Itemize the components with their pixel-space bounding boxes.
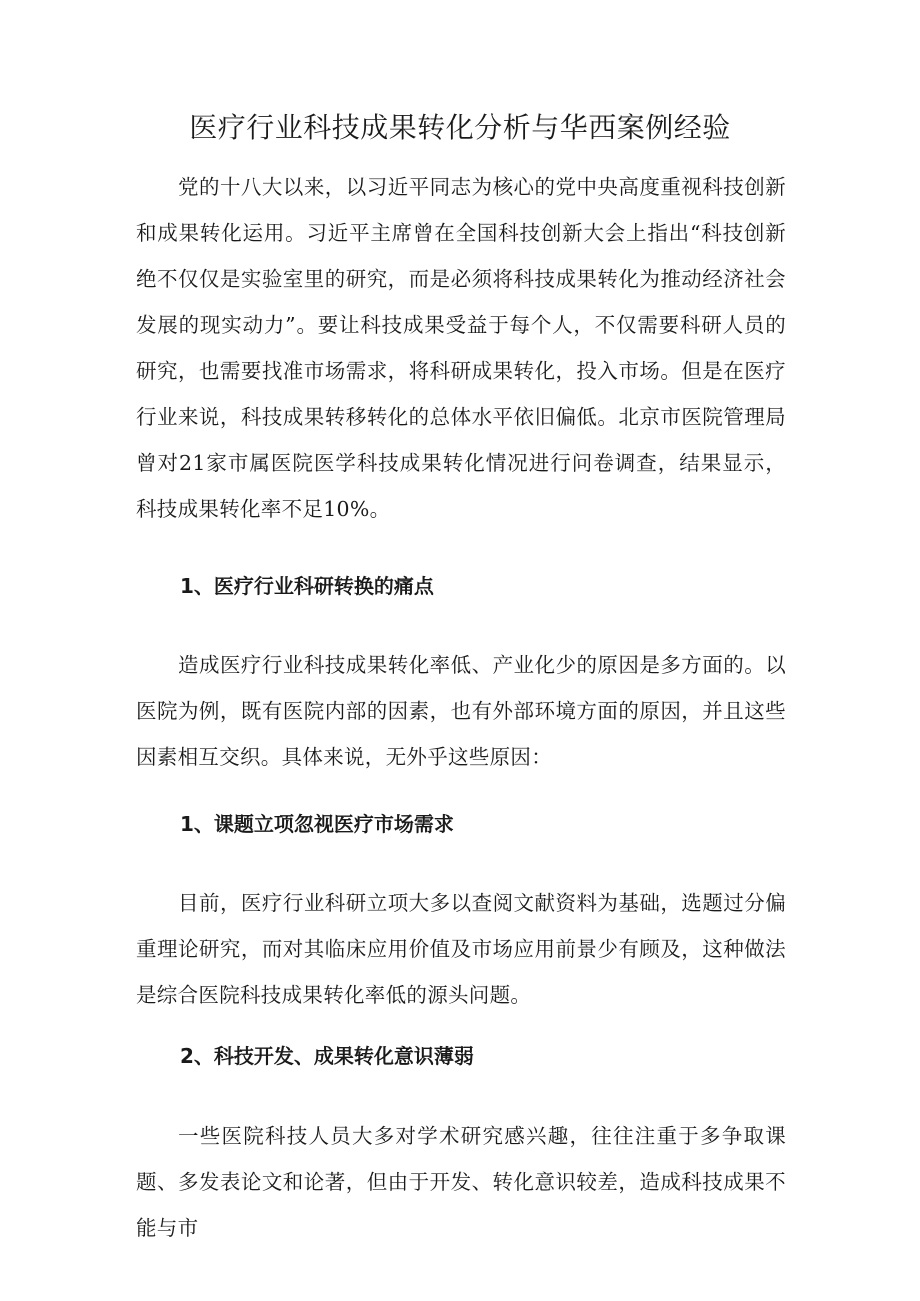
- document-title: 医疗行业科技成果转化分析与华西案例经验: [189, 111, 731, 144]
- paragraph-awareness: 一些医院科技人员大多对学术研究感兴趣，往往注重于多争取课题、多发表论文和论著，但由于开发、转化意识较差，造成科技成果不能与市: [136, 1124, 786, 1240]
- heading-pain-points: 1、医疗行业科研转换的痛点: [180, 574, 434, 598]
- paragraph-intro: 党的十八大以来，以习近平同志为核心的党中央高度重视科技创新和成果转化运用。习近平主席曾在全国科技创新大会上指出“科技创新绝不仅仅是实验室里的研究，而是必须将科技成果转化为推动经济社会发展的现实动力”。要让科技成果受益于每个人，不仅需要科研人员的研究，也需要找准市场需求，将科研成果转化，投入市场。但是在医疗行业来说，科技成果转移转化的总体水平依旧偏低。北京市医院管理局曾对21家市属医院医学科技成果转化情况进行问卷调查，结果显示，科技成果转化率不足10%。: [136, 175, 786, 521]
- paragraph-causes: 造成医疗行业科技成果转化率低、产业化少的原因是多方面的。以医院为例，既有医院内部的因素，也有外部环境方面的原因，并且这些因素相互交织。具体来说，无外乎这些原因：: [136, 653, 786, 769]
- heading-awareness: 2、科技开发、成果转化意识薄弱: [180, 1044, 474, 1068]
- heading-project-demand: 1、课题立项忽视医疗市场需求: [180, 812, 454, 836]
- paragraph-project-demand: 目前，医疗行业科研立项大多以查阅文献资料为基础，选题过分偏重理论研究，而对其临床应用价值及市场应用前景少有顾及，这种做法是综合医院科技成果转化率低的源头问题。: [136, 891, 786, 1007]
